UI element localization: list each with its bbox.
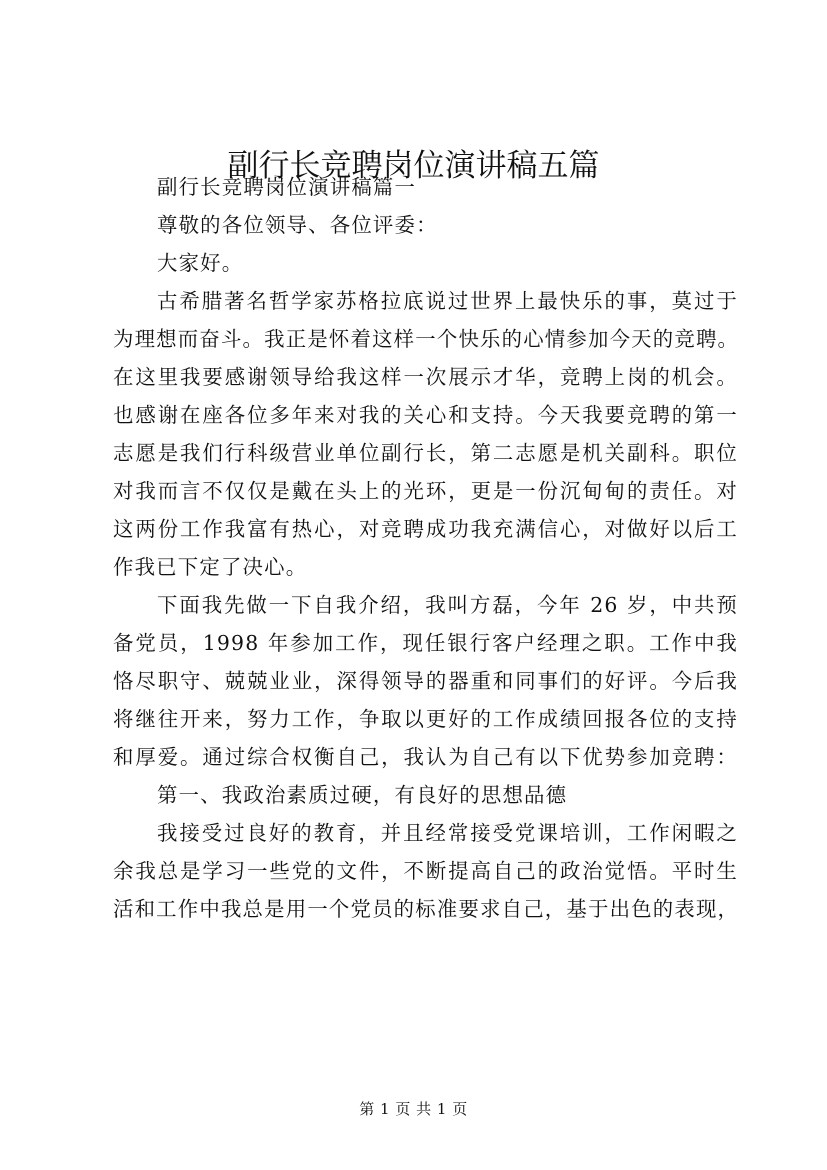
salutation-line: 尊敬的各位领导、各位评委： xyxy=(157,213,438,237)
paragraph-line: 活和工作中我总是用一个党员的标准要求自己，基于出色的表现， xyxy=(113,897,740,921)
document-title: 副行长竞聘岗位演讲稿五篇 xyxy=(227,148,600,184)
paragraph-line: 对我而言不仅仅是戴在头上的光环，更是一份沉甸甸的责任。对 xyxy=(113,479,738,503)
paragraph-line: 这两份工作我富有热心，对竞聘成功我充满信心，对做好以后工 xyxy=(113,517,738,541)
paragraph-line: 余我总是学习一些党的文件，不断提高自己的政治觉悟。平时生 xyxy=(113,859,738,883)
paragraph-line: 古希腊著名哲学家苏格拉底说过世界上最快乐的事，莫过于 xyxy=(157,289,738,313)
paragraph-line: 为理想而奋斗。我正是怀着这样一个快乐的心情参加今天的竞聘。 xyxy=(113,327,740,351)
section-heading: 副行长竞聘岗位演讲稿篇一 xyxy=(157,175,417,199)
subsection-heading: 第一、我政治素质过硬，有良好的思想品德 xyxy=(157,783,568,807)
document-body xyxy=(113,168,738,928)
paragraph-line: 下面我先做一下自我介绍，我叫方磊，今年 26 岁，中共预 xyxy=(157,593,738,617)
paragraph-line: 志愿是我们行科级营业单位副行长，第二志愿是机关副科。职位 xyxy=(113,441,738,465)
paragraph-line: 备党员，1998 年参加工作，现任银行客户经理之职。工作中我 xyxy=(113,631,738,655)
paragraph-line: 在这里我要感谢领导给我这样一次展示才华，竞聘上岗的机会。 xyxy=(113,365,738,389)
paragraph-line: 和厚爱。通过综合权衡自己，我认为自己有以下优势参加竞聘： xyxy=(113,745,738,769)
paragraph-line: 将继往开来，努力工作，争取以更好的工作成绩回报各位的支持 xyxy=(113,707,738,731)
page-footer: 第 1 页 共 1 页 xyxy=(359,1100,468,1118)
paragraph-line: 也感谢在座各位多年来对我的关心和支持。今天我要竞聘的第一 xyxy=(113,403,738,427)
paragraph-line: 作我已下定了决心。 xyxy=(113,555,308,579)
paragraph-line: 我接受过良好的教育，并且经常接受党课培训，工作闲暇之 xyxy=(157,821,738,845)
greeting-line: 大家好。 xyxy=(157,251,244,275)
paragraph-line: 恪尽职守、兢兢业业，深得领导的器重和同事们的好评。今后我 xyxy=(113,669,738,693)
